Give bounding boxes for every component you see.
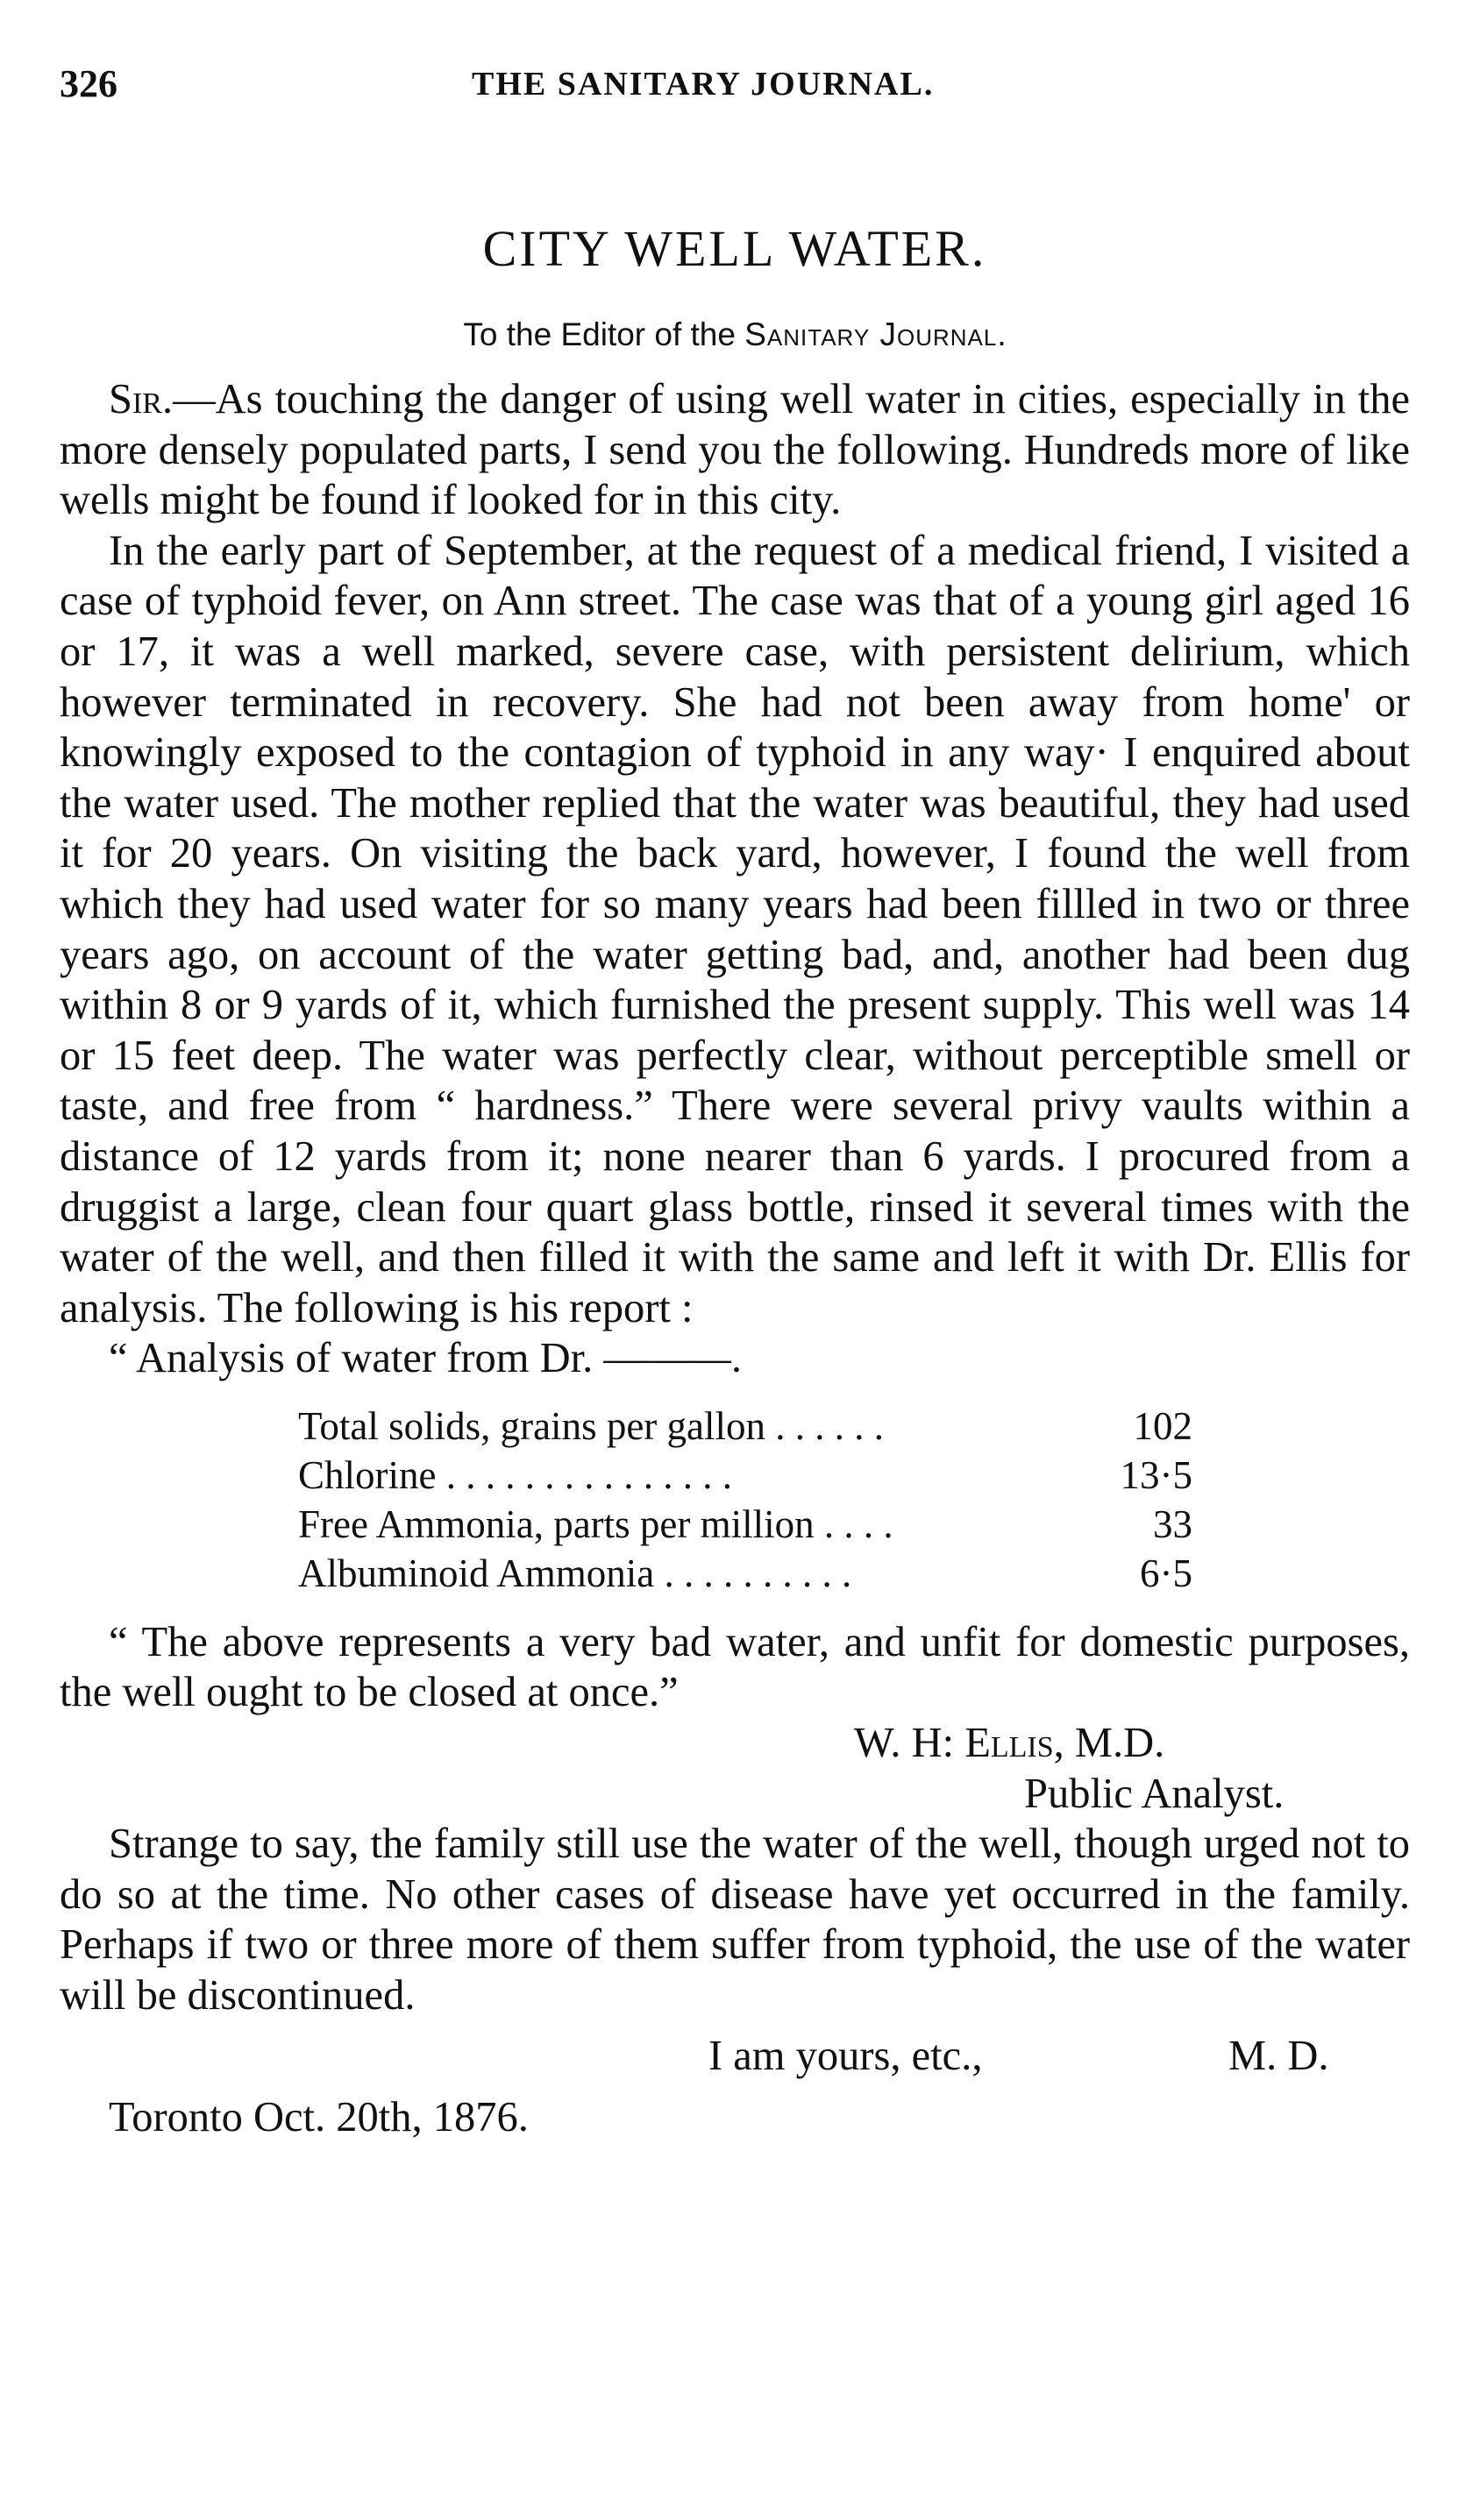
paragraph-conclusion: Strange to say, the family still use the water of the well, though urged not to do so at the time. No other cases of disease have yet occurred in the family. Perhaps if two or three more of them suffer from typhoid, the use of the water will be discontinued. (60, 1821, 1410, 2020)
analysis-row (298, 1402, 1410, 1451)
analysis-value: 102 (1133, 1403, 1192, 1448)
analysis-heading: “ Analysis of water from Dr. ———. (109, 1335, 742, 1382)
salutation-suffix: . (997, 316, 1007, 352)
analysis-label: Albuminoid Ammonia . . . . . . . . . . (298, 1551, 852, 1595)
salutation-line (60, 316, 1410, 353)
analysis-label: Chlorine . . . . . . . . . . . . . . . (298, 1452, 732, 1497)
running-head (60, 61, 1410, 114)
analyst-degree: , M.D. (1053, 1720, 1165, 1767)
analysis-row (298, 1500, 1410, 1549)
page-number: 326 (60, 62, 117, 105)
sir-word: Sir (109, 376, 162, 422)
analysis-label: Free Ammonia, parts per million . . . . (298, 1501, 893, 1546)
analyst-surname: Ellis (964, 1720, 1054, 1767)
salutation-prefix: To the Editor of the (463, 316, 745, 352)
paragraph-1-text: .—As touching the danger of using well water in cities, especially in the more densely populated parts, I send you the following. Hundreds more of like wells might be found if looked for in this city. (60, 376, 1410, 524)
closing-initials: M. D. (1228, 2032, 1329, 2079)
analyst-initials: W. H: (854, 1720, 965, 1767)
article-body-continued (60, 1617, 1410, 1718)
paragraph-analyst-opinion: “ The above represents a very bad water, and unfit for domestic purposes, the well ought to be closed at once.” (60, 1618, 1410, 1716)
salutation-journal: Sanitary Journal (744, 316, 998, 352)
analysis-value: 33 (1153, 1501, 1192, 1546)
analysis-label: Total solids, grains per gallon . . . . . . (298, 1403, 885, 1448)
paragraph-opening (60, 374, 1410, 526)
analysis-value: 6·5 (1140, 1551, 1192, 1595)
article-body (60, 374, 1410, 1384)
analysis-table (298, 1402, 1410, 1598)
closing-place-date: Toronto Oct. 20th, 1876. (109, 2093, 529, 2140)
paragraph-case: In the early part of September, at the request of a medical friend, I visited a case of typhoid fever, on Ann street. The case was that of a young girl aged 16 or 17, it was a well marked, severe case, with persistent delirium, which however terminated in recovery. She had not been away from home' or knowingly exposed to the contagion of typhoid in any way· I enquired about the water used. The mother replied that the water was beautiful, they had used it for 20 years. On visiting the back yard, however, I found the well from which they had used water for so many years had been fillled in two or three years ago, on account of the water getting bad, and, another had been dug within 8 or 9 yards of it, which furnished the present supply. This well was 14 or 15 feet deep. The water was perfectly clear, without perceptible smell or taste, and free from “ hardness.” There were several privy vaults within a distance of 12 yards from it; none nearer than 6 yards. I procured from a druggist a large, clean four quart glass bottle, rinsed it several times with the water of the well, and then filled it with the same and left it with Dr. Ellis for analysis. The following is his report : (60, 527, 1410, 1331)
closing-yours: I am yours, etc., (708, 2032, 983, 2079)
analysis-row (298, 1451, 1410, 1500)
analyst-title: Public Analyst. (1024, 1770, 1285, 1817)
page (60, 61, 1410, 2153)
article-body-final (60, 1819, 1410, 2020)
analyst-name (854, 1718, 1410, 1769)
journal-name: THE SANITARY JOURNAL. (472, 66, 935, 103)
analysis-row (298, 1549, 1410, 1598)
analyst-signature (60, 1718, 1410, 1819)
article-title: CITY WELL WATER. (482, 220, 987, 277)
closing-block (60, 2030, 1410, 2153)
analysis-value: 13·5 (1120, 1452, 1192, 1497)
